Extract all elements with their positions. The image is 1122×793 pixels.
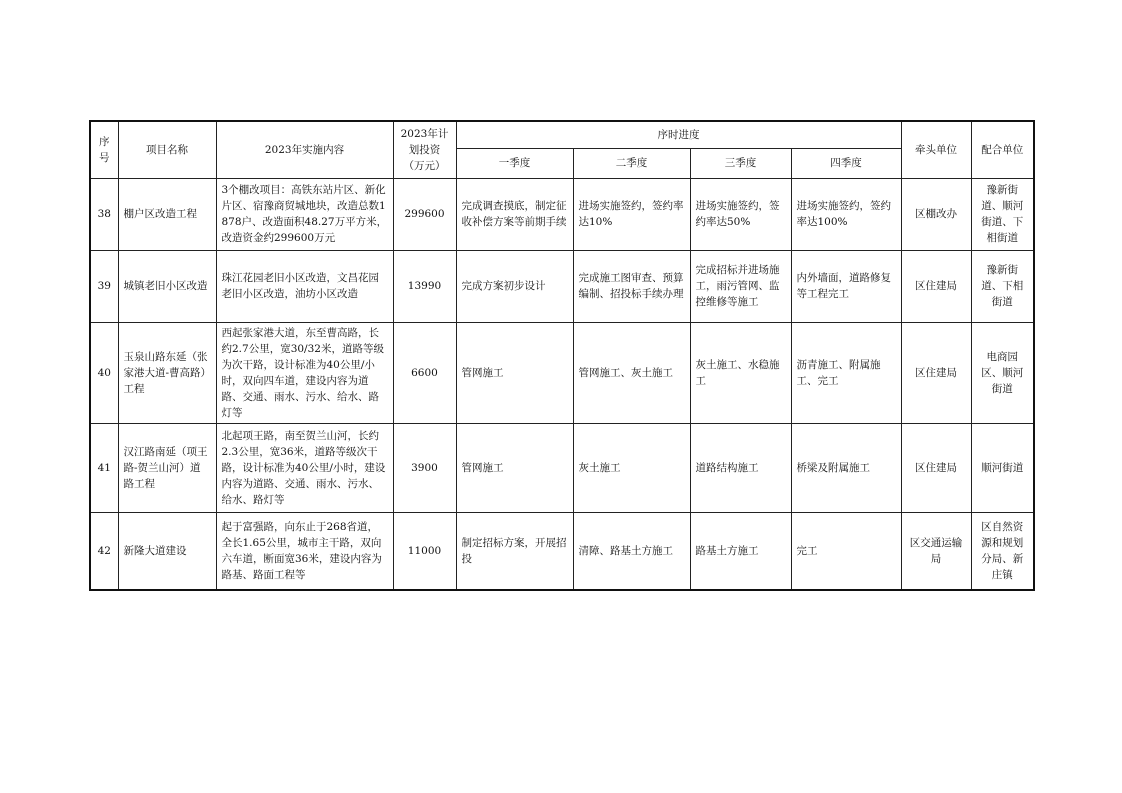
cell-partner: 豫新街道、顺河街道、下相街道 bbox=[971, 178, 1034, 250]
cell-q1: 完成方案初步设计 bbox=[456, 250, 573, 322]
cell-name: 玉泉山路东延（张家港大道-曹高路）工程 bbox=[118, 322, 216, 423]
cell-name: 棚户区改造工程 bbox=[118, 178, 216, 250]
table-row bbox=[90, 250, 1034, 322]
cell-q2: 完成施工图审查、预算编制、招投标手续办理 bbox=[573, 250, 690, 322]
col-header-q1: 一季度 bbox=[456, 148, 573, 178]
cell-q2: 清障、路基土方施工 bbox=[573, 512, 690, 590]
cell-seq: 41 bbox=[90, 423, 118, 512]
col-header-partner: 配合单位 bbox=[971, 121, 1034, 178]
cell-content: 3个棚改项目：高铁东站片区、新化片区、宿豫商贸城地块，改造总数1878户、改造面积48.27万平方米，改造资金约299600万元 bbox=[216, 178, 393, 250]
cell-partner: 顺河街道 bbox=[971, 423, 1034, 512]
cell-lead: 区棚改办 bbox=[901, 178, 971, 250]
cell-lead: 区住建局 bbox=[901, 423, 971, 512]
cell-partner: 豫新街道、下相街道 bbox=[971, 250, 1034, 322]
cell-q2: 管网施工、灰土施工 bbox=[573, 322, 690, 423]
cell-investment: 299600 bbox=[393, 178, 456, 250]
col-header-name: 项目名称 bbox=[118, 121, 216, 178]
cell-name: 城镇老旧小区改造 bbox=[118, 250, 216, 322]
cell-partner: 电商园区、顺河街道 bbox=[971, 322, 1034, 423]
cell-q3: 灰土施工、水稳施工 bbox=[690, 322, 791, 423]
cell-q4: 桥梁及附属施工 bbox=[791, 423, 901, 512]
cell-lead: 区住建局 bbox=[901, 322, 971, 423]
table-row bbox=[90, 423, 1034, 512]
cell-q1: 管网施工 bbox=[456, 322, 573, 423]
col-header-seq: 序号 bbox=[90, 121, 118, 178]
cell-q1: 完成调查摸底，制定征收补偿方案等前期手续 bbox=[456, 178, 573, 250]
col-header-schedule: 序时进度 bbox=[456, 121, 901, 148]
col-header-lead: 牵头单位 bbox=[901, 121, 971, 178]
cell-q4: 沥青施工、附属施工、完工 bbox=[791, 322, 901, 423]
col-header-content: 2023年实施内容 bbox=[216, 121, 393, 178]
cell-name: 新隆大道建设 bbox=[118, 512, 216, 590]
cell-investment: 11000 bbox=[393, 512, 456, 590]
cell-content: 西起张家港大道，东至曹高路，长约2.7公里，宽30/32米，道路等级为次干路，设计标准为40公里/小时，双向四车道，建设内容为道路、交通、雨水、污水、给水、路灯等 bbox=[216, 322, 393, 423]
cell-q4: 进场实施签约，签约率达100% bbox=[791, 178, 901, 250]
header-row-1 bbox=[90, 121, 1034, 148]
table-row bbox=[90, 178, 1034, 250]
cell-lead: 区交通运输局 bbox=[901, 512, 971, 590]
cell-lead: 区住建局 bbox=[901, 250, 971, 322]
cell-q3: 完成招标并进场施工，雨污管网、监控维修等施工 bbox=[690, 250, 791, 322]
cell-q2: 进场实施签约，签约率达10% bbox=[573, 178, 690, 250]
cell-q4: 内外墙面，道路修复等工程完工 bbox=[791, 250, 901, 322]
cell-q3: 路基土方施工 bbox=[690, 512, 791, 590]
col-header-investment: 2023年计划投资（万元） bbox=[393, 121, 456, 178]
cell-content: 起于富强路，向东止于268省道，全长1.65公里，城市主干路，双向六车道，断面宽36米，建设内容为路基、路面工程等 bbox=[216, 512, 393, 590]
table-row bbox=[90, 512, 1034, 590]
cell-q3: 进场实施签约，签约率达50% bbox=[690, 178, 791, 250]
cell-q1: 制定招标方案，开展招投 bbox=[456, 512, 573, 590]
cell-name: 汉江路南延（项王路-贺兰山河）道路工程 bbox=[118, 423, 216, 512]
cell-investment: 3900 bbox=[393, 423, 456, 512]
cell-q1: 管网施工 bbox=[456, 423, 573, 512]
cell-seq: 40 bbox=[90, 322, 118, 423]
cell-content: 北起项王路，南至贺兰山河，长约2.3公里，宽36米，道路等级次干路，设计标准为40公里/小时，建设内容为道路、交通、雨水、污水、给水、路灯等 bbox=[216, 423, 393, 512]
cell-investment: 6600 bbox=[393, 322, 456, 423]
cell-investment: 13990 bbox=[393, 250, 456, 322]
table-row bbox=[90, 322, 1034, 423]
cell-q3: 道路结构施工 bbox=[690, 423, 791, 512]
cell-seq: 42 bbox=[90, 512, 118, 590]
cell-seq: 38 bbox=[90, 178, 118, 250]
cell-q4: 完工 bbox=[791, 512, 901, 590]
project-schedule-table bbox=[89, 120, 1035, 591]
cell-content: 珠江花园老旧小区改造，文昌花园老旧小区改造，油坊小区改造 bbox=[216, 250, 393, 322]
col-header-q2: 二季度 bbox=[573, 148, 690, 178]
col-header-q3: 三季度 bbox=[690, 148, 791, 178]
col-header-q4: 四季度 bbox=[791, 148, 901, 178]
cell-seq: 39 bbox=[90, 250, 118, 322]
cell-partner: 区自然资源和规划分局、新庄镇 bbox=[971, 512, 1034, 590]
cell-q2: 灰土施工 bbox=[573, 423, 690, 512]
